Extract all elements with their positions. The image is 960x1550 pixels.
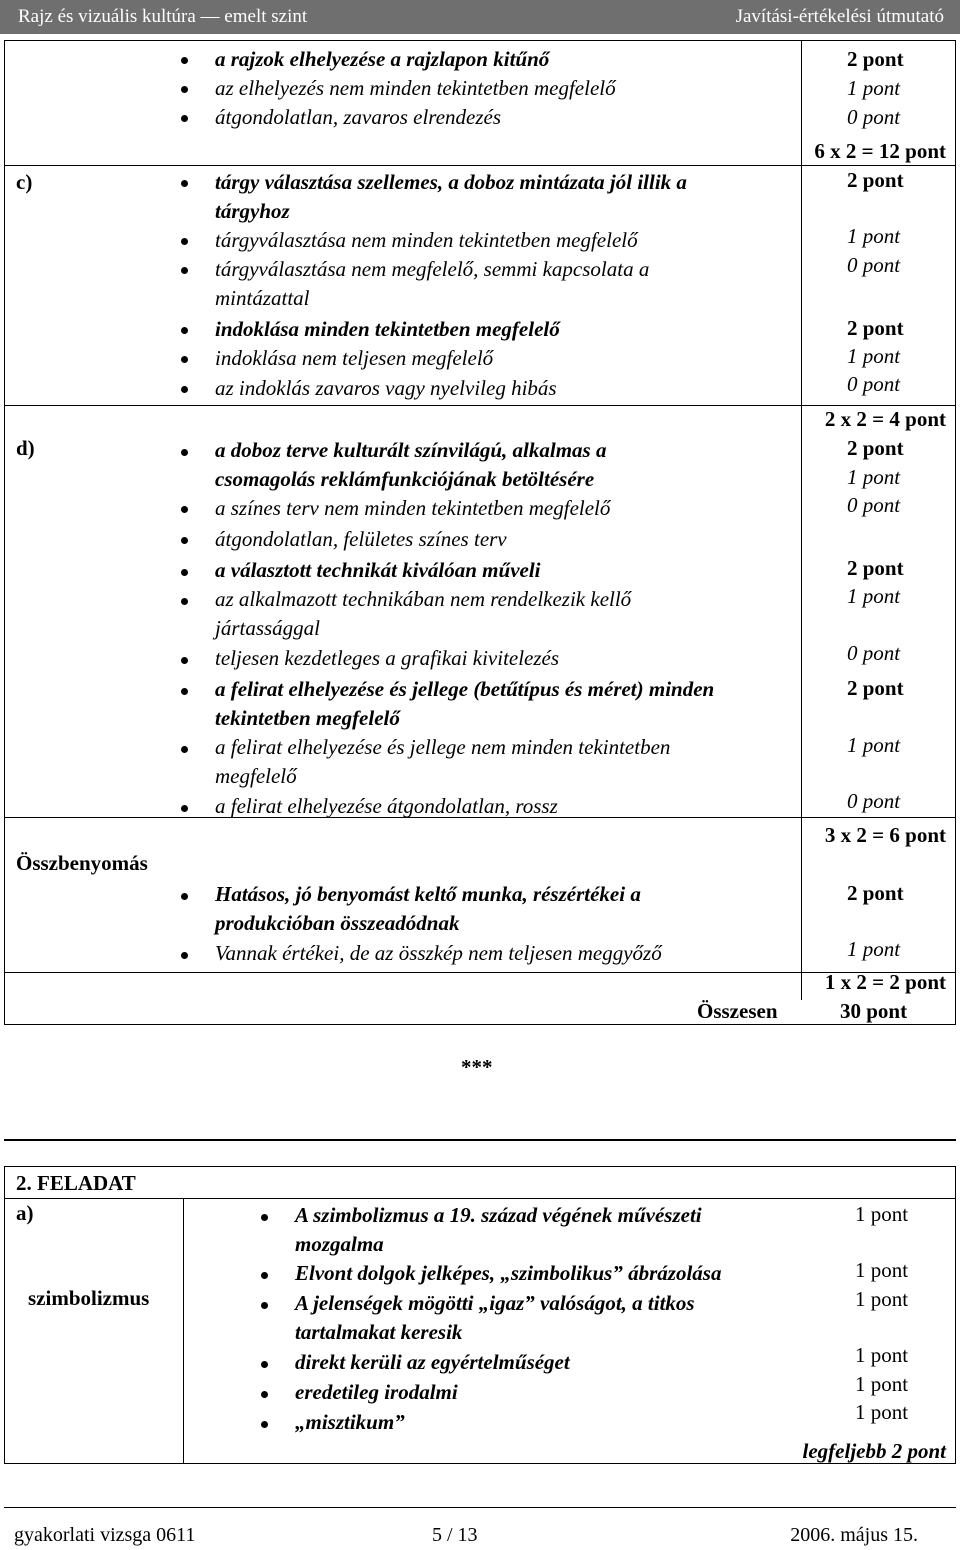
points-value: 1 pont — [847, 584, 901, 608]
criterion-text: átgondolatlan, zavaros elrendezés — [215, 105, 502, 129]
points-value: 1 pont — [847, 76, 901, 100]
bullet-icon — [181, 598, 188, 605]
section-label: c) — [16, 170, 33, 194]
answer-text: tartalmakat keresik — [295, 1320, 463, 1344]
section-label: d) — [16, 436, 35, 460]
points-value: 1 pont — [847, 465, 901, 489]
bullet-icon — [181, 86, 188, 93]
bullet-icon — [261, 1391, 268, 1398]
points-value: 0 pont — [847, 372, 901, 396]
bullet-icon — [181, 746, 188, 753]
criterion-text: tárgyhoz — [215, 199, 290, 223]
points-value: 1 pont — [855, 1400, 909, 1424]
points-value: 1 pont — [847, 224, 901, 248]
bullet-icon — [181, 449, 188, 456]
criterion-text: a felirat elhelyezése átgondolatlan, rossz — [215, 794, 558, 818]
answer-text: eredetileg irodalmi — [295, 1380, 458, 1404]
criterion-text: tárgyválasztása nem megfelelő, semmi kapcsolata a — [215, 257, 650, 281]
criterion-text: jártassággal — [215, 616, 321, 640]
total-label: Összesen — [697, 999, 778, 1023]
bullet-icon — [261, 1302, 268, 1309]
criterion-text: tekintetben megfelelő — [215, 706, 400, 730]
criterion-text: tárgyválasztása nem minden tekintetben megfelelő — [215, 228, 638, 252]
points-value: 2 pont — [847, 556, 904, 580]
column-divider — [183, 1198, 184, 1463]
criterion-text: a felirat elhelyezése és jellege (betűtípus és méret) minden — [215, 677, 715, 701]
criterion-text: a felirat elhelyezése és jellege nem minden tekintetben — [215, 735, 671, 759]
criterion-text: a színes terv nem minden tekintetben megfelelő — [215, 496, 611, 520]
subtotal: 1 x 2 = 2 pont — [824, 970, 946, 994]
footer-page-number: 5 / 13 — [432, 1524, 478, 1546]
subtotal: 6 x 2 = 12 pont — [814, 139, 946, 163]
bullet-icon — [181, 537, 188, 544]
bullet-icon — [181, 569, 188, 576]
answer-text: Elvont dolgok jelképes, „szimbolikus” ábrázolása — [295, 1261, 722, 1285]
bullet-icon — [181, 506, 188, 513]
row-divider — [5, 165, 955, 166]
bullet-icon — [181, 115, 188, 122]
criterion-text: az indoklás zavaros vagy nyelvileg hibás — [215, 376, 557, 400]
points-value: 2 pont — [847, 316, 904, 340]
bullet-icon — [181, 386, 188, 393]
bullet-icon — [261, 1421, 268, 1428]
points-value: 2 pont — [847, 881, 904, 905]
criterion-text: megfelelő — [215, 764, 297, 788]
bullet-icon — [181, 657, 188, 664]
bullet-icon — [181, 267, 188, 274]
points-value: 0 pont — [847, 253, 901, 277]
footer-date: 2006. május 15. — [790, 1524, 918, 1546]
points-value: 1 pont — [847, 344, 901, 368]
footer-divider — [4, 1507, 956, 1508]
answer-text: direkt kerüli az egyértelműséget — [295, 1350, 570, 1374]
column-divider — [801, 41, 802, 1000]
subtotal: 3 x 2 = 6 pont — [824, 823, 946, 847]
total-value: 30 pont — [840, 999, 908, 1023]
section-separator-stars: *** — [461, 1055, 493, 1079]
points-value: 1 pont — [855, 1258, 909, 1282]
points-value: 0 pont — [847, 641, 901, 665]
answer-text: A szimbolizmus a 19. század végének művészeti — [295, 1203, 702, 1227]
criterion-text: a választott technikát kiválóan műveli — [215, 558, 541, 582]
criterion-text: mintázattal — [215, 286, 310, 310]
bullet-icon — [181, 952, 188, 959]
row-divider — [5, 405, 955, 406]
points-value: 1 pont — [847, 937, 901, 961]
page-header — [0, 0, 960, 34]
points-value: 1 pont — [855, 1372, 909, 1396]
criterion-text: Hatásos, jó benyomást keltő munka, részértékei a — [215, 882, 641, 906]
criterion-text: Vannak értékei, de az összkép nem teljesen meggyőző — [215, 941, 662, 965]
bullet-icon — [181, 180, 188, 187]
bullet-icon — [261, 1361, 268, 1368]
criterion-text: produkcióban összeadódnak — [215, 911, 460, 935]
criterion-text: az elhelyezés nem minden tekintetben megfelelő — [215, 76, 616, 100]
answer-text: „misztikum” — [295, 1410, 405, 1434]
answer-text: mozgalma — [295, 1232, 384, 1256]
criterion-text: teljesen kezdetleges a grafikai kivitelezés — [215, 646, 560, 670]
criterion-text: átgondolatlan, felületes színes terv — [215, 527, 507, 551]
header-title: Rajz és vizuális kultúra — emelt szint — [18, 6, 308, 27]
bullet-icon — [181, 238, 188, 245]
bullet-icon — [261, 1272, 268, 1279]
points-value: 2 pont — [847, 168, 904, 192]
answer-text: A jelenségek mögötti „igaz” valóságot, a titkos — [295, 1291, 695, 1315]
criterion-text: csomagolás reklámfunkciójának betöltésére — [215, 467, 595, 491]
header-subtitle: Javítási-értékelési útmutató — [735, 6, 944, 27]
row-divider — [5, 972, 955, 973]
points-value: 2 pont — [847, 436, 904, 460]
bullet-icon — [181, 893, 188, 900]
criterion-text: a rajzok elhelyezése a rajzlapon kitűnő — [215, 47, 550, 71]
bullet-icon — [261, 1214, 268, 1221]
bullet-icon — [181, 805, 188, 812]
points-value: 0 pont — [847, 789, 901, 813]
points-value: 1 pont — [855, 1287, 909, 1311]
bullet-icon — [181, 57, 188, 64]
bullet-icon — [181, 356, 188, 363]
bullet-icon — [181, 688, 188, 695]
section-label: Összbenyomás — [16, 851, 148, 875]
points-value: 1 pont — [855, 1202, 909, 1226]
points-value: 0 pont — [847, 493, 901, 517]
points-value: 1 pont — [855, 1343, 909, 1367]
criterion-text: indoklása nem teljesen megfelelő — [215, 346, 494, 370]
points-value: 1 pont — [847, 733, 901, 757]
points-value: 2 pont — [847, 47, 904, 71]
subtotal: 2 x 2 = 4 pont — [824, 407, 946, 431]
subject-label: szimbolizmus — [28, 1286, 150, 1310]
max-points: legfeljebb 2 pont — [802, 1439, 946, 1463]
points-value: 2 pont — [847, 676, 904, 700]
footer-exam: gyakorlati vizsga 0611 — [14, 1524, 196, 1546]
points-value: 0 pont — [847, 105, 901, 129]
criterion-text: tárgy választása szellemes, a doboz mintázata jól illik a — [215, 170, 687, 194]
task-title: 2. FELADAT — [16, 1171, 136, 1195]
row-divider — [5, 1198, 955, 1199]
section-divider — [4, 1139, 956, 1141]
criterion-text: a doboz terve kulturált színvilágú, alkalmas a — [215, 438, 607, 462]
bullet-icon — [181, 327, 188, 334]
criterion-text: az alkalmazott technikában nem rendelkezik kellő — [215, 587, 632, 611]
section-label: a) — [16, 1201, 34, 1225]
criterion-text: indoklása minden tekintetben megfelelő — [215, 317, 560, 341]
